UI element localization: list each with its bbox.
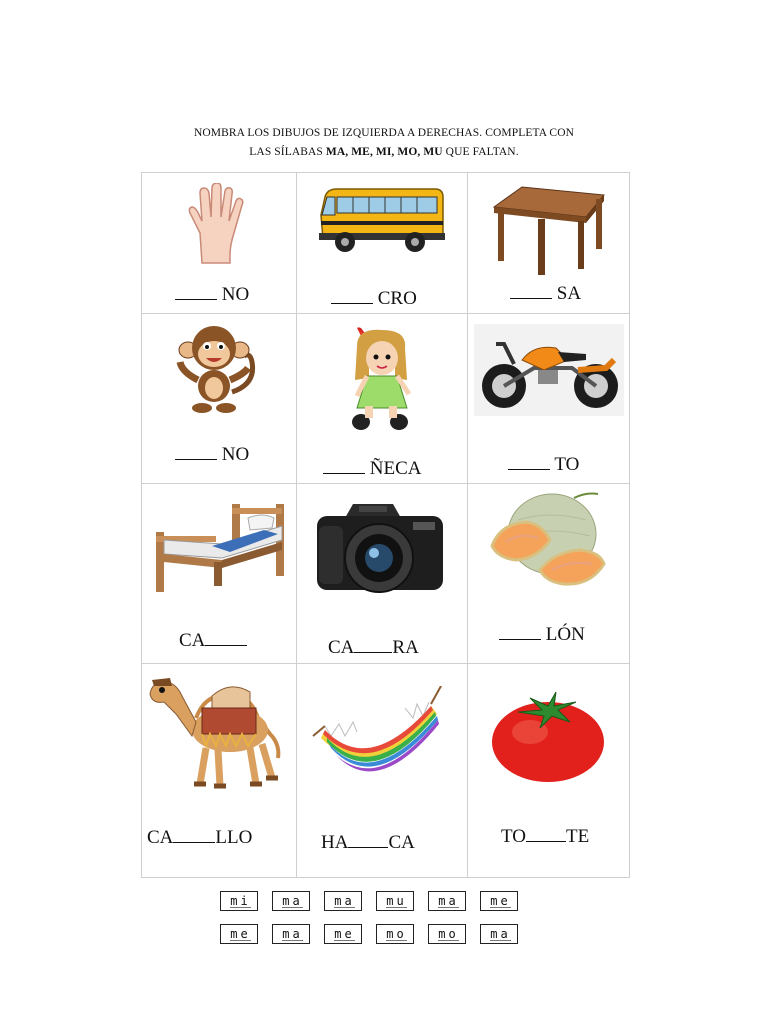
answer-blank[interactable] — [508, 454, 550, 470]
answer-blank[interactable] — [526, 826, 566, 842]
syllable-tile[interactable]: ma — [272, 924, 310, 944]
syllables-bold: MA, ME, MI, MO, MU — [325, 146, 443, 158]
card-bus — [297, 173, 468, 314]
tile-row-1 — [220, 891, 540, 913]
picture-grid — [141, 172, 630, 878]
syllable-tile[interactable]: ma — [272, 891, 310, 911]
answer-blank[interactable] — [323, 458, 365, 474]
syllable-tile[interactable]: me — [220, 924, 258, 944]
card-table — [468, 173, 629, 314]
syllable-tiles — [220, 891, 540, 957]
motorcycle-icon — [474, 324, 624, 416]
instructions-line-1: NOMBRA LOS DIBUJOS DE IZQUIERDA A DERECHAS. COMPLETA CON — [193, 127, 575, 139]
answer-blank[interactable] — [354, 637, 392, 653]
card-word: NO — [175, 444, 249, 466]
card-word: NO — [175, 284, 249, 306]
melon-icon — [490, 490, 608, 598]
tomato-icon — [490, 688, 610, 784]
card-word: LÓN — [499, 624, 585, 646]
answer-blank[interactable] — [348, 832, 388, 848]
card-camera — [297, 484, 468, 664]
answer-blank[interactable] — [510, 283, 552, 299]
card-word: CA RA — [328, 637, 419, 658]
card-hand — [142, 173, 297, 314]
instructions — [130, 124, 638, 162]
syllable-tile[interactable]: mo — [376, 924, 414, 944]
syllable-tile[interactable]: mu — [376, 891, 414, 911]
card-camel — [142, 664, 297, 877]
card-hammock — [297, 664, 468, 877]
bus-icon — [317, 185, 447, 257]
card-tomato — [468, 664, 629, 877]
card-monkey — [142, 314, 297, 484]
answer-blank[interactable] — [175, 444, 217, 460]
card-word: TO TE — [501, 826, 590, 847]
answer-blank[interactable] — [499, 624, 541, 640]
syllable-tile[interactable]: mi — [220, 891, 258, 911]
doll-icon — [337, 326, 427, 434]
card-word: CRO — [331, 288, 417, 310]
camel-icon — [146, 674, 286, 796]
card-bed — [142, 484, 297, 664]
card-word: CA LLO — [147, 827, 253, 848]
card-word: HA CA — [321, 832, 415, 853]
syllable-tile[interactable]: me — [480, 891, 518, 911]
card-word: TO — [508, 454, 579, 476]
camera-icon — [313, 496, 449, 608]
syllable-tile[interactable]: ma — [428, 891, 466, 911]
card-word: SA — [510, 283, 581, 305]
card-melon — [468, 484, 629, 664]
answer-blank[interactable] — [331, 288, 373, 304]
card-doll — [297, 314, 468, 484]
syllable-tile[interactable]: mo — [428, 924, 466, 944]
card-word: ÑECA — [323, 458, 421, 480]
syllable-tile[interactable]: ma — [480, 924, 518, 944]
tile-row-2 — [220, 924, 540, 946]
card-motorcycle — [468, 314, 629, 484]
answer-blank[interactable] — [205, 630, 247, 646]
instructions-line-2: LAS SÍLABAS MA, ME, MI, MO, MU QUE FALTAN. — [249, 146, 519, 158]
bed-icon — [152, 496, 288, 596]
card-word: CA — [179, 630, 247, 652]
answer-blank[interactable] — [175, 284, 217, 300]
hand-icon — [182, 183, 252, 268]
syllable-tile[interactable]: ma — [324, 891, 362, 911]
hammock-icon — [309, 686, 449, 782]
answer-blank[interactable] — [173, 827, 215, 843]
syllable-tile[interactable]: me — [324, 924, 362, 944]
monkey-icon — [174, 322, 264, 417]
table-icon — [492, 185, 607, 277]
